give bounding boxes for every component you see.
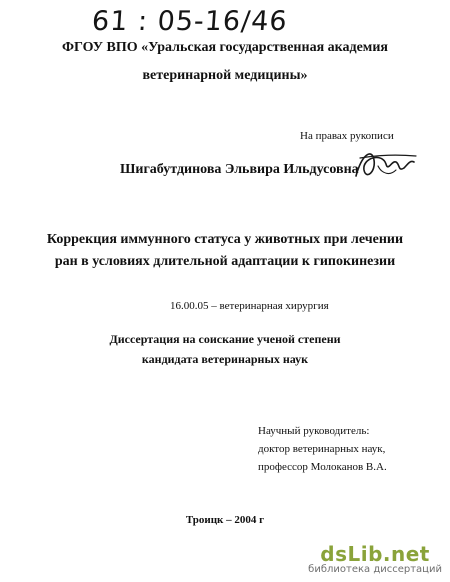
specialty-code: 16.00.05 – ветеринарная хирургия (170, 300, 329, 312)
place-and-year: Троицк – 2004 г (185, 514, 265, 526)
supervisor-degree: доктор ветеринарных наук, (258, 443, 386, 455)
degree-statement-line2: кандидата ветеринарных наук (141, 352, 309, 366)
supervisor-label: Научный руководитель: (258, 425, 370, 437)
watermark[interactable] (308, 544, 442, 576)
thesis-title-line2: ран в условиях длительной адаптации к гипокинезии (54, 254, 396, 269)
organization-name-line2: ветеринарной медицины» (142, 68, 308, 83)
thesis-title-line1: Коррекция иммунного статуса у животных при лечении (46, 232, 404, 247)
signature-icon (352, 146, 420, 184)
organization-name-line1: ФГОУ ВПО «Уральская государственная академия (62, 40, 388, 55)
handwritten-registration-number: 61 : 05-16/46 (90, 6, 289, 37)
supervisor-name: профессор Молоканов В.А. (258, 461, 387, 473)
author-name: Шигабутдинова Эльвира Ильдусовна (120, 162, 359, 177)
degree-statement-line1: Диссертация на соискание ученой степени (109, 332, 341, 346)
watermark-tagline: библиотека диссертаций (308, 564, 442, 575)
watermark-logo[interactable]: dsLib.net (320, 542, 430, 566)
rights-note: На правах рукописи (300, 130, 394, 142)
